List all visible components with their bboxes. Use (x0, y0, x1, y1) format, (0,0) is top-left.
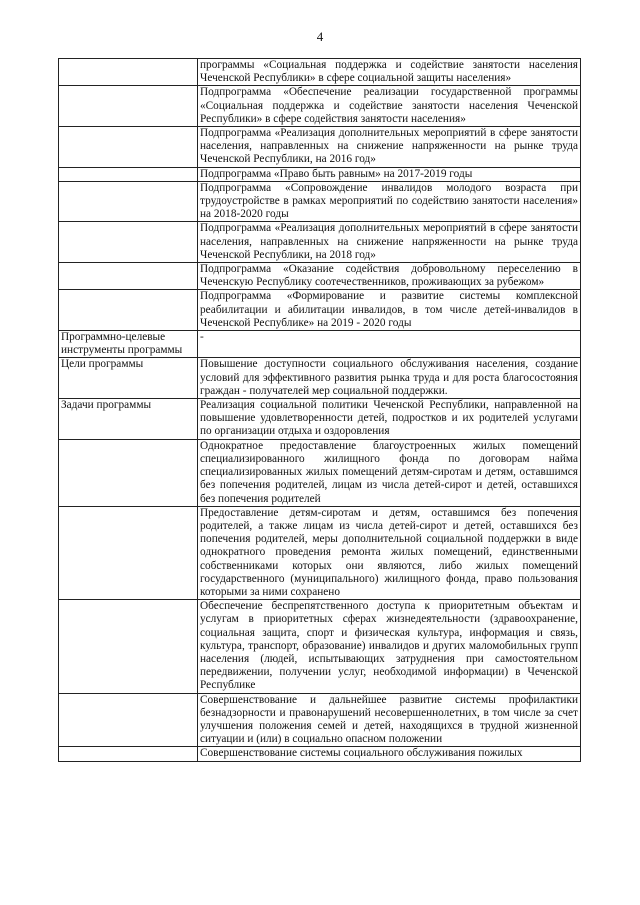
table-row (59, 331, 581, 358)
row-content-cell (198, 399, 581, 440)
row-content-cell (198, 747, 581, 761)
row-content-cell (198, 600, 581, 693)
row-content-cell (198, 222, 581, 263)
row-label-cell (59, 331, 198, 358)
table-row (59, 358, 581, 399)
table-row (59, 399, 581, 440)
row-label-cell (59, 86, 198, 127)
row-content-cell (198, 86, 581, 127)
row-content-cell (198, 693, 581, 747)
program-passport-table (58, 58, 581, 762)
table-row (59, 439, 581, 506)
row-content-cell (198, 167, 581, 181)
row-content-cell (198, 127, 581, 168)
row-label-cell (59, 290, 198, 331)
row-label-cell (59, 693, 198, 747)
row-content: Подпрограмма «Право быть равным» на 2017-2019 годы (200, 167, 473, 180)
row-content: Подпрограмма «Реализация дополнительных мероприятий в сфере занятости населения, направленных на снижение напряженности на рынке труда Чеченской Республики, на 2018 год» (200, 222, 578, 261)
row-label-cell (59, 399, 198, 440)
row-content-cell (198, 439, 581, 506)
row-content: Подпрограмма «Обеспечение реализации государственной программы «Социальная поддержка и содействие занятости населения Чеченской Республики» в сфере содействия занятости населения» (200, 86, 578, 125)
row-content-cell (198, 506, 581, 599)
table-row (59, 59, 581, 86)
row-content-cell (198, 263, 581, 290)
row-label: Задачи программы (61, 399, 152, 412)
table-row (59, 290, 581, 331)
row-label-cell (59, 59, 198, 86)
row-label-cell (59, 439, 198, 506)
row-label-cell (59, 181, 198, 222)
row-content-cell (198, 59, 581, 86)
table-row (59, 181, 581, 222)
row-content: Подпрограмма «Сопровождение инвалидов молодого возраста при трудоустройстве в рамках мероприятий по содействию занятости населения» на 2018-2020 годы (200, 181, 578, 221)
row-content: Подпрограмма «Оказание содействия добровольному переселению в Чеченскую Республику соотечественников, проживающих за рубежом» (200, 263, 578, 289)
row-content: Повышение доступности социального обслуживания населения, создание условий для эффективного развития рынка труда и для роста благосостояния граждан - получателей мер социальной поддержки. (200, 358, 578, 397)
table-row (59, 167, 581, 181)
table-row (59, 600, 581, 693)
table-row (59, 263, 581, 290)
row-content: Совершенствование системы социального обслуживания пожилых (200, 747, 523, 760)
row-label: Программно-целевые инструменты программы (61, 331, 183, 357)
row-content-cell (198, 181, 581, 222)
page-number: 4 (316, 29, 324, 44)
row-content: Реализация социальной политики Чеченской Республики, направленной на повышение удовлетворенности детей, подростков и их родителей услугами по организации отдыха и оздоровления (200, 399, 578, 438)
row-label-cell (59, 600, 198, 693)
row-content: Подпрограмма «Реализация дополнительных мероприятий в сфере занятости населения, направленных на снижение напряженности на рынке труда Чеченской Республики, на 2016 год» (200, 127, 578, 166)
table-row (59, 222, 581, 263)
row-label-cell (59, 263, 198, 290)
row-content-cell (198, 331, 581, 358)
row-content: Совершенствование и дальнейшее развитие системы профилактики безнадзорности и правонарушений несовершеннолетних, в том числе за счет улучшения положения семей и детей, находящихся в трудной жизненной ситуации и (или) в социально опасном положении (200, 693, 578, 746)
row-content: программы «Социальная поддержка и содействие занятости населения Чеченской Республики» в сфере социальной защиты населения» (200, 59, 578, 85)
row-label-cell (59, 358, 198, 399)
row-label-cell (59, 747, 198, 761)
table-row (59, 747, 581, 761)
row-label-cell (59, 222, 198, 263)
row-content: - (200, 331, 204, 344)
row-label-cell (59, 167, 198, 181)
row-label-cell (59, 506, 198, 599)
row-content: Предоставление детям-сиротам и детям, оставшимся без попечения родителей, а также лицам из числа детей-сирот и детей, оставшихся без попечения родителей, меры дополнительной социальной поддержки в виде однократного проведения ремонта жилых помещений, единственными собственниками которых они являются, либо жилых помещений государственного (муниципального) жилищного фонда, право пользования которыми за ними сохранено (200, 506, 578, 598)
row-label-cell (59, 127, 198, 168)
table-row (59, 86, 581, 127)
table-row (59, 127, 581, 168)
row-content-cell (198, 358, 581, 399)
row-content: Однократное предоставление благоустроенных жилых помещений специализированного жилищного фонда по договорам найма специализированных жилых помещений детям-сиротам и детям, оставшимся без попечения родителей, лицам из числа детей-сирот и детей, оставшихся без попечения родителей (200, 439, 578, 505)
table-body (59, 59, 581, 762)
row-label: Цели программы (61, 358, 144, 371)
table-row (59, 506, 581, 599)
row-content-cell (198, 290, 581, 331)
row-content: Подпрограмма «Формирование и развитие системы комплексной реабилитации и абилитации инвалидов, в том числе детей-инвалидов в Чеченской Республике» на 2019 - 2020 годы (200, 290, 578, 329)
row-content: Обеспечение беспрепятственного доступа к приоритетным объектам и услугам в приоритетных сферах жизнедеятельности (здравоохранение, социальная защита, спорт и физическая культура, информация и связь, культура, транспорт, образование) инвалидов и других маломобильных групп населения (людей, испытывающих затруднения при самостоятельном передвижении, получении услуг, необходимой информации) в Чеченской Республике (200, 600, 578, 692)
table-row (59, 693, 581, 747)
